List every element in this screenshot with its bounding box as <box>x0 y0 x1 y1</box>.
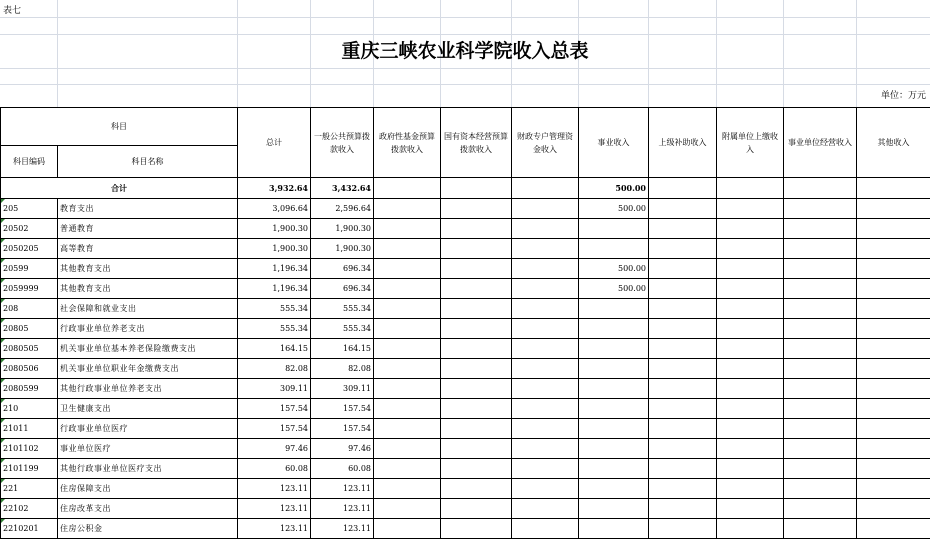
row-code: 2101199 <box>1 459 58 479</box>
table-row <box>1 279 930 299</box>
row-affiliated <box>717 459 784 479</box>
row-total: 555.34 <box>238 299 311 319</box>
row-gov-fund <box>374 239 441 259</box>
row-code: 2059999 <box>1 279 58 299</box>
row-business <box>579 239 649 259</box>
row-state-capital <box>441 339 512 359</box>
table-row <box>1 399 930 419</box>
row-superior-subsidy <box>649 459 717 479</box>
row-state-capital <box>441 439 512 459</box>
row-total: 123.11 <box>238 479 311 499</box>
row-code: 2210201 <box>1 519 58 539</box>
header-general-budget: 一般公共预算拨款收入 <box>311 108 374 178</box>
row-affiliated <box>717 399 784 419</box>
row-state-capital <box>441 259 512 279</box>
row-code: 22102 <box>1 499 58 519</box>
row-other <box>857 499 930 519</box>
row-total: 123.11 <box>238 499 311 519</box>
row-business-operation <box>784 199 857 219</box>
gridline <box>0 17 930 18</box>
row-business-operation <box>784 299 857 319</box>
row-name: 行政事业单位养老支出 <box>58 319 238 339</box>
row-business <box>579 299 649 319</box>
row-superior-subsidy <box>649 199 717 219</box>
header-subject: 科目 <box>1 108 238 146</box>
row-general-budget: 157.54 <box>311 399 374 419</box>
row-business <box>579 399 649 419</box>
row-total: 309.11 <box>238 379 311 399</box>
row-general-budget: 157.54 <box>311 419 374 439</box>
row-general-budget: 696.34 <box>311 279 374 299</box>
row-business-operation <box>784 319 857 339</box>
row-business-operation <box>784 439 857 459</box>
row-code: 20805 <box>1 319 58 339</box>
row-gov-fund <box>374 299 441 319</box>
row-name: 其他教育支出 <box>58 259 238 279</box>
row-special-fiscal <box>512 239 579 259</box>
row-business <box>579 219 649 239</box>
row-affiliated <box>717 259 784 279</box>
total-label: 合计 <box>1 178 238 199</box>
row-general-budget: 555.34 <box>311 319 374 339</box>
row-other <box>857 379 930 399</box>
row-gov-fund <box>374 479 441 499</box>
row-affiliated <box>717 419 784 439</box>
row-name: 住房公积金 <box>58 519 238 539</box>
row-special-fiscal <box>512 399 579 419</box>
row-general-budget: 2,596.64 <box>311 199 374 219</box>
table-row <box>1 239 930 259</box>
row-total: 60.08 <box>238 459 311 479</box>
total-business: 500.00 <box>579 178 649 199</box>
row-code: 20599 <box>1 259 58 279</box>
row-superior-subsidy <box>649 439 717 459</box>
table-row <box>1 199 930 219</box>
row-state-capital <box>441 239 512 259</box>
row-total: 1,900.30 <box>238 219 311 239</box>
row-business-operation <box>784 419 857 439</box>
row-special-fiscal <box>512 199 579 219</box>
table-row <box>1 319 930 339</box>
row-state-capital <box>441 359 512 379</box>
row-superior-subsidy <box>649 299 717 319</box>
row-total: 3,096.64 <box>238 199 311 219</box>
row-state-capital <box>441 319 512 339</box>
row-gov-fund <box>374 359 441 379</box>
total-general-budget: 3,432.64 <box>311 178 374 199</box>
gridline <box>0 84 930 85</box>
table-row <box>1 479 930 499</box>
row-general-budget: 97.46 <box>311 439 374 459</box>
row-state-capital <box>441 479 512 499</box>
row-business-operation <box>784 459 857 479</box>
row-business-operation <box>784 499 857 519</box>
row-affiliated <box>717 199 784 219</box>
row-business-operation <box>784 279 857 299</box>
header-state-capital: 国有资本经营预算拨款收入 <box>441 108 512 178</box>
row-other <box>857 199 930 219</box>
table-row <box>1 459 930 479</box>
header-total: 总计 <box>238 108 311 178</box>
row-other <box>857 479 930 499</box>
header-name: 科目名称 <box>58 146 238 178</box>
row-other <box>857 279 930 299</box>
row-total: 1,196.34 <box>238 259 311 279</box>
row-special-fiscal <box>512 479 579 499</box>
row-code: 2080505 <box>1 339 58 359</box>
row-affiliated <box>717 379 784 399</box>
row-gov-fund <box>374 199 441 219</box>
row-superior-subsidy <box>649 339 717 359</box>
row-other <box>857 459 930 479</box>
row-general-budget: 696.34 <box>311 259 374 279</box>
row-name: 普通教育 <box>58 219 238 239</box>
row-state-capital <box>441 519 512 539</box>
total-row <box>1 178 930 199</box>
row-superior-subsidy <box>649 479 717 499</box>
row-name: 机关事业单位基本养老保险缴费支出 <box>58 339 238 359</box>
table-row <box>1 299 930 319</box>
row-total: 157.54 <box>238 399 311 419</box>
row-other <box>857 239 930 259</box>
row-special-fiscal <box>512 279 579 299</box>
row-total: 97.46 <box>238 439 311 459</box>
header-code: 科目编码 <box>1 146 58 178</box>
row-code: 208 <box>1 299 58 319</box>
row-superior-subsidy <box>649 239 717 259</box>
row-special-fiscal <box>512 299 579 319</box>
row-business <box>579 519 649 539</box>
row-gov-fund <box>374 279 441 299</box>
row-code: 221 <box>1 479 58 499</box>
row-general-budget: 123.11 <box>311 519 374 539</box>
row-superior-subsidy <box>649 399 717 419</box>
row-special-fiscal <box>512 519 579 539</box>
row-state-capital <box>441 199 512 219</box>
row-code: 2050205 <box>1 239 58 259</box>
header-affiliated: 附属单位上缴收入 <box>717 108 784 178</box>
row-gov-fund <box>374 499 441 519</box>
table-row <box>1 339 930 359</box>
row-state-capital <box>441 459 512 479</box>
row-general-budget: 82.08 <box>311 359 374 379</box>
row-gov-fund <box>374 439 441 459</box>
table-row <box>1 439 930 459</box>
header-business: 事业收入 <box>579 108 649 178</box>
row-total: 157.54 <box>238 419 311 439</box>
row-other <box>857 519 930 539</box>
row-affiliated <box>717 499 784 519</box>
row-affiliated <box>717 479 784 499</box>
row-gov-fund <box>374 459 441 479</box>
row-business <box>579 319 649 339</box>
header-superior-subsidy: 上级补助收入 <box>649 108 717 178</box>
row-business-operation <box>784 379 857 399</box>
row-superior-subsidy <box>649 379 717 399</box>
row-name: 住房改革支出 <box>58 499 238 519</box>
row-superior-subsidy <box>649 519 717 539</box>
row-special-fiscal <box>512 419 579 439</box>
header-business-operation: 事业单位经营收入 <box>784 108 857 178</box>
row-gov-fund <box>374 219 441 239</box>
row-business <box>579 419 649 439</box>
row-business-operation <box>784 399 857 419</box>
row-business-operation <box>784 479 857 499</box>
row-name: 事业单位医疗 <box>58 439 238 459</box>
row-code: 2101102 <box>1 439 58 459</box>
row-general-budget: 1,900.30 <box>311 219 374 239</box>
row-superior-subsidy <box>649 419 717 439</box>
header-other: 其他收入 <box>857 108 930 178</box>
row-other <box>857 219 930 239</box>
row-code: 210 <box>1 399 58 419</box>
row-general-budget: 555.34 <box>311 299 374 319</box>
row-general-budget: 123.11 <box>311 479 374 499</box>
row-gov-fund <box>374 339 441 359</box>
table-row <box>1 499 930 519</box>
row-state-capital <box>441 279 512 299</box>
row-special-fiscal <box>512 379 579 399</box>
row-affiliated <box>717 239 784 259</box>
table-row <box>1 359 930 379</box>
row-affiliated <box>717 219 784 239</box>
row-gov-fund <box>374 379 441 399</box>
row-superior-subsidy <box>649 259 717 279</box>
row-other <box>857 339 930 359</box>
row-special-fiscal <box>512 499 579 519</box>
row-name: 其他行政事业单位医疗支出 <box>58 459 238 479</box>
row-name: 行政事业单位医疗 <box>58 419 238 439</box>
row-gov-fund <box>374 319 441 339</box>
row-gov-fund <box>374 399 441 419</box>
table-row <box>1 379 930 399</box>
row-state-capital <box>441 499 512 519</box>
row-total: 1,196.34 <box>238 279 311 299</box>
row-business-operation <box>784 239 857 259</box>
row-business <box>579 339 649 359</box>
row-general-budget: 60.08 <box>311 459 374 479</box>
row-special-fiscal <box>512 439 579 459</box>
row-business: 500.00 <box>579 279 649 299</box>
row-business-operation <box>784 219 857 239</box>
table-row <box>1 519 930 539</box>
total-total: 3,932.64 <box>238 178 311 199</box>
row-business-operation <box>784 259 857 279</box>
row-other <box>857 439 930 459</box>
table-row <box>1 259 930 279</box>
row-business-operation <box>784 359 857 379</box>
row-superior-subsidy <box>649 359 717 379</box>
row-superior-subsidy <box>649 279 717 299</box>
row-affiliated <box>717 339 784 359</box>
row-name: 住房保障支出 <box>58 479 238 499</box>
row-total: 555.34 <box>238 319 311 339</box>
row-business <box>579 359 649 379</box>
row-code: 21011 <box>1 419 58 439</box>
row-other <box>857 359 930 379</box>
row-code: 205 <box>1 199 58 219</box>
row-superior-subsidy <box>649 319 717 339</box>
gridline <box>0 34 930 35</box>
row-affiliated <box>717 299 784 319</box>
row-affiliated <box>717 319 784 339</box>
row-name: 其他行政事业单位养老支出 <box>58 379 238 399</box>
row-business: 500.00 <box>579 199 649 219</box>
row-business <box>579 439 649 459</box>
row-business-operation <box>784 339 857 359</box>
row-gov-fund <box>374 419 441 439</box>
header-special-fiscal: 财政专户管理资金收入 <box>512 108 579 178</box>
row-code: 2080599 <box>1 379 58 399</box>
row-business <box>579 499 649 519</box>
row-other <box>857 419 930 439</box>
row-affiliated <box>717 359 784 379</box>
row-general-budget: 309.11 <box>311 379 374 399</box>
row-superior-subsidy <box>649 499 717 519</box>
row-state-capital <box>441 379 512 399</box>
row-affiliated <box>717 439 784 459</box>
row-special-fiscal <box>512 219 579 239</box>
row-total: 123.11 <box>238 519 311 539</box>
row-gov-fund <box>374 259 441 279</box>
gridline <box>0 68 930 69</box>
row-general-budget: 123.11 <box>311 499 374 519</box>
row-name: 机关事业单位职业年金缴费支出 <box>58 359 238 379</box>
row-superior-subsidy <box>649 219 717 239</box>
row-business: 500.00 <box>579 259 649 279</box>
unit-label: 单位：万元 <box>880 91 926 101</box>
row-other <box>857 259 930 279</box>
row-state-capital <box>441 419 512 439</box>
row-general-budget: 164.15 <box>311 339 374 359</box>
table-number: 表七 <box>3 6 22 16</box>
row-other <box>857 319 930 339</box>
row-affiliated <box>717 279 784 299</box>
row-general-budget: 1,900.30 <box>311 239 374 259</box>
header-gov-fund: 政府性基金预算拨款收入 <box>374 108 441 178</box>
row-business <box>579 479 649 499</box>
row-code: 20502 <box>1 219 58 239</box>
row-code: 2080506 <box>1 359 58 379</box>
income-summary-table <box>0 107 930 539</box>
row-gov-fund <box>374 519 441 539</box>
row-name: 卫生健康支出 <box>58 399 238 419</box>
row-total: 82.08 <box>238 359 311 379</box>
row-special-fiscal <box>512 339 579 359</box>
row-special-fiscal <box>512 259 579 279</box>
row-name: 其他教育支出 <box>58 279 238 299</box>
row-name: 社会保障和就业支出 <box>58 299 238 319</box>
row-special-fiscal <box>512 359 579 379</box>
row-other <box>857 399 930 419</box>
row-business-operation <box>784 519 857 539</box>
row-name: 高等教育 <box>58 239 238 259</box>
row-business <box>579 379 649 399</box>
row-special-fiscal <box>512 319 579 339</box>
page-title: 重庆三峡农业科学院收入总表 <box>341 40 589 62</box>
row-state-capital <box>441 299 512 319</box>
row-total: 164.15 <box>238 339 311 359</box>
row-state-capital <box>441 219 512 239</box>
row-affiliated <box>717 519 784 539</box>
row-other <box>857 299 930 319</box>
row-business <box>579 459 649 479</box>
row-total: 1,900.30 <box>238 239 311 259</box>
table-row <box>1 419 930 439</box>
row-state-capital <box>441 399 512 419</box>
row-special-fiscal <box>512 459 579 479</box>
table-row <box>1 219 930 239</box>
row-name: 教育支出 <box>58 199 238 219</box>
